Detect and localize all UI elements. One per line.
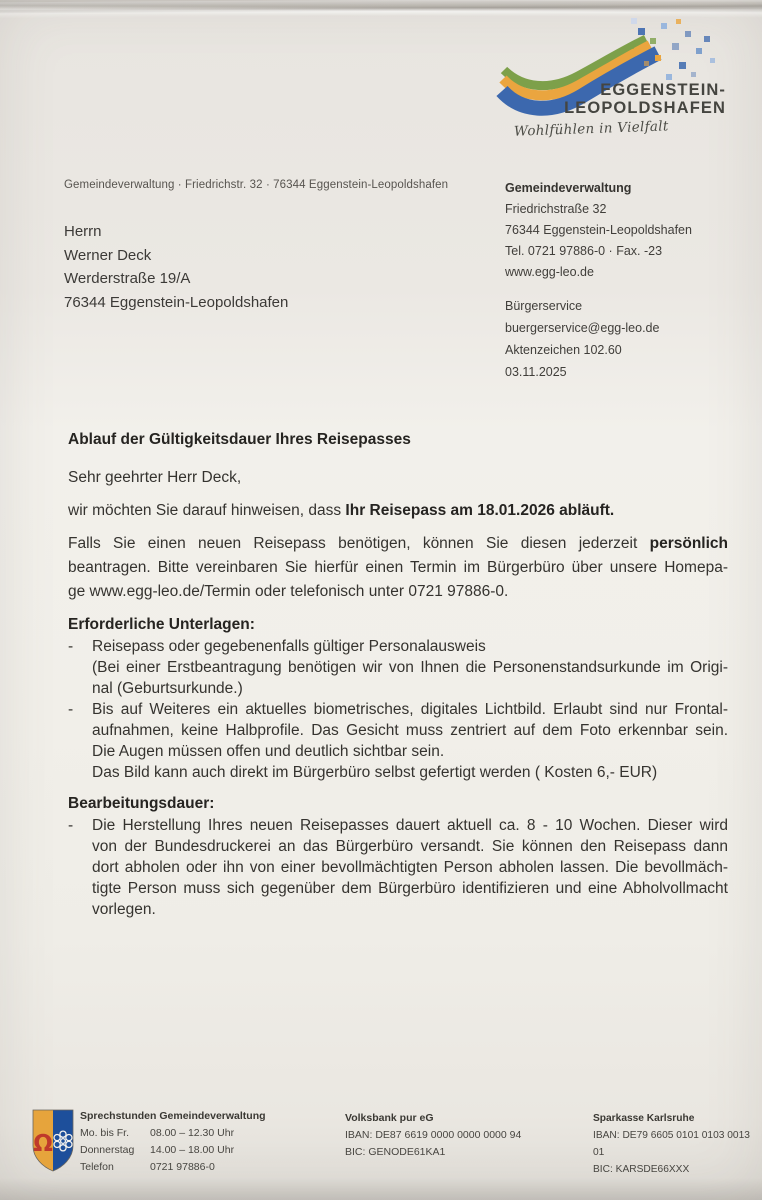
body-line: nal (Geburtsurkunde.) (92, 680, 243, 697)
footer-bank-sparkasse (593, 1110, 762, 1178)
section-heading: Bearbeitungsdauer: (68, 795, 215, 812)
list-item (68, 699, 728, 783)
body-line: dort abholen oder ihn von einer bevollmächtigten Person abholen lassen. Die bevollmäch- (92, 859, 728, 876)
logo-tagline: Wohlfühlen in Vielfalt (513, 118, 669, 140)
bank-name: Volksbank pur eG (345, 1112, 434, 1124)
body-block (68, 636, 728, 783)
body-line: Die Herstellung Ihres neuen Reisepasses dauert aktuell ca. 8 - 10 Wochen. Dieser wird (92, 817, 728, 834)
office-hours-row (80, 1159, 266, 1176)
hours-label: Mo. bis Fr. (80, 1127, 130, 1139)
subject-line: Ablauf der Gültigkeitsdauer Ihres Reisepasses (68, 431, 411, 448)
bank-iban: IBAN: DE79 6605 0101 0103 0013 01 (593, 1130, 750, 1158)
sender-contact-block (505, 178, 692, 283)
list-bullet-dash: - (68, 638, 74, 655)
recipient-line: Werner Deck (64, 246, 152, 264)
list-item-text (92, 815, 728, 920)
service-unit: Bürgerservice (505, 299, 583, 313)
body-block (68, 532, 728, 604)
hours-label: Telefon (80, 1161, 114, 1173)
reference-number: Aktenzeichen 102.60 (505, 343, 622, 357)
list-bullet-dash: - (68, 701, 74, 718)
letter-date: 03.11.2025 (505, 365, 567, 379)
office-hours-row (80, 1142, 266, 1159)
sender-street: Friedrichstraße 32 (505, 202, 607, 216)
hours-value: 08.00 – 12.30 Uhr (150, 1127, 235, 1139)
body-block (68, 466, 728, 490)
footer-office-hours (80, 1108, 266, 1176)
list-item-text (92, 699, 728, 783)
bank-bic: BIC: KARSDE66XXX (593, 1164, 690, 1175)
body-line: vorlegen. (92, 901, 156, 918)
list-bullet-dash: - (68, 817, 74, 834)
body-line: beantragen. Bitte vereinbaren Sie hierfür einen Termin im Bürgerbüro über unsere Homepa- (68, 559, 728, 576)
sender-website: www.egg-leo.de (505, 265, 594, 279)
letter-body (68, 431, 728, 920)
body-line: von der Bundesdruckerei an das Bürgerbüro versandt. Sie können den Reisepass dann (92, 838, 728, 855)
sender-name: Gemeindeverwaltung (505, 181, 632, 195)
sender-city: 76344 Eggenstein-Leopoldshafen (505, 223, 692, 237)
paper-edge-bottom (0, 1178, 762, 1200)
body-line: ge www.egg-leo.de/Termin oder telefonisch unter 0721 97886-0. (68, 583, 509, 600)
logo-name-line2: LEOPOLDSHAFEN (564, 99, 726, 117)
office-hours-title: Sprechstunden Gemeindeverwaltung (80, 1110, 266, 1122)
body-block (68, 499, 728, 523)
recipient-line: Werderstraße 19/A (64, 270, 191, 287)
recipient-line: 76344 Eggenstein-Leopoldshafen (64, 293, 289, 311)
body-line: Reisepass oder gegebenenfalls gültiger Personalausweis (92, 638, 486, 655)
logo-name-line1: EGGENSTEIN- (600, 81, 726, 99)
return-address-line: Gemeindeverwaltung · Friedrichstr. 32 · 76344 Eggenstein-Leopoldshafen (64, 179, 449, 191)
body-line: tigte Person muss sich gegenüber dem Bürgerbüro identifizieren und eine Abholvollmacht (92, 880, 728, 897)
office-hours-row (80, 1125, 266, 1142)
recipient-address (64, 220, 288, 314)
bank-name: Sparkasse Karlsruhe (593, 1113, 695, 1124)
hours-label: Donnerstag (80, 1144, 135, 1156)
list-item-text (92, 636, 728, 699)
list-item (68, 815, 728, 920)
body-line: Sehr geehrter Herr Deck, (68, 469, 242, 486)
section-heading: Erforderliche Unterlagen: (68, 616, 255, 633)
body-line: Falls Sie einen neuen Reisepass benötigen, können Sie diesen jederzeit persönlich (68, 535, 728, 552)
body-block (68, 815, 728, 920)
municipality-logo (488, 14, 728, 149)
body-line: Bis auf Weiteres ein aktuelles biometrisches, digitales Lichtbild. Erlaubt sind nur Frontal- (92, 701, 728, 718)
body-line: aufnahmen, keine Halbprofile. Das Gesicht muss zentriert auf dem Foto erkennbar sein. (92, 722, 728, 739)
body-line: (Bei einer Erstbeantragung benötigen wir von Ihnen die Personenstandsurkunde im Origi- (92, 659, 728, 676)
recipient-line: Herrn (64, 223, 102, 240)
sender-phone: Tel. 0721 97886-0 · Fax. -23 (505, 244, 663, 258)
paper-edge-top (0, 0, 762, 10)
body-line: Die Augen müssen offen und deutlich sichtbar sein. (92, 743, 445, 760)
hours-value: 0721 97886-0 (150, 1161, 215, 1173)
body-line: Das Bild kann auch direkt im Bürgerbüro selbst gefertigt werden ( Kosten 6,- EUR) (92, 764, 658, 781)
service-email: buergerservice@egg-leo.de (505, 321, 660, 335)
hours-value: 14.00 – 18.00 Uhr (150, 1144, 235, 1156)
body-line: wir möchten Sie darauf hinweisen, dass Ihr Reisepass am 18.01.2026 abläuft. (68, 502, 615, 519)
list-item (68, 636, 728, 699)
svg-text:Ω: Ω (33, 1131, 53, 1157)
bank-iban: IBAN: DE87 6619 0000 0000 0000 94 (345, 1129, 522, 1141)
service-info-block (505, 295, 659, 383)
footer-bank-volksbank (345, 1110, 521, 1161)
coat-of-arms-icon (30, 1108, 76, 1174)
bank-bic: BIC: GENODE61KA1 (345, 1146, 446, 1158)
